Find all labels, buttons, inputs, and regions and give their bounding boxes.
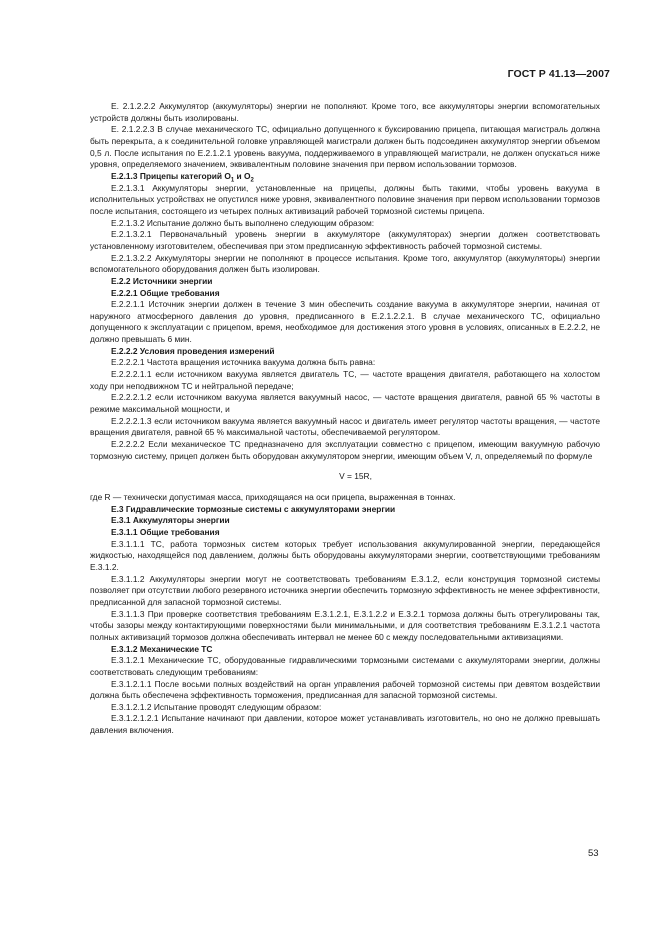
document-body (90, 101, 600, 737)
paragraph: Е. 2.1.2.2.2 Аккумулятор (аккумуляторы) энергии не пополняют. Кроме того, все аккумуляторы энергии вспомогательных устройств должны быть изолированы. (90, 101, 600, 123)
paragraph: Е.2.2.2.2 Если механическое ТС предназначено для эксплуатации совместно с прицепом, имеющим вакуумную рабочую тормозную систему, прицеп должен быть оборудован аккумулятором энергии, имеющим объем V, л, определяемый по формуле (90, 439, 600, 461)
paragraph: Е.3.1.2.1.2 Испытание проводят следующим образом: (111, 701, 322, 712)
paragraph: Е.2.2.1.1 Источник энергии должен в течение 3 мин обеспечить создание вакуума в аккумуляторе энергии, начиная от наружного атмосферного давления до уровня, предписанного в Е.2.1.2.2.1. В случае механического ТС, официально допущенного к эксплуатации с прицепом, время, необходимое для достижения этого уровня в условиях, описанных в Е.2.2.2, не должно превышать 6 мин. (90, 299, 600, 345)
paragraph: Е.2.2.2.1.2 если источником вакуума является вакуумный насос, — частоте вращения двигателя, равной 65 % частоты в режиме максимальной мощности, и (90, 392, 600, 415)
section-heading: Е.2.1.3 Прицепы категорий $O_1$ и $O_2$ (111, 170, 254, 184)
paragraph: Е.3.1.2.1.2.1 Испытание начинают при давлении, которое может устанавливать изготовитель, но оно не должно превышать давления включения. (90, 713, 600, 736)
paragraph: Е.2.1.3.2 Испытание должно быть выполнено следующим образом: (111, 217, 375, 228)
paragraph: Е.3.1.2.1 Механические ТС, оборудованные гидравлическими тормозными системами с аккумуляторами энергии, должны соответствовать следующим требованиям: (90, 655, 600, 677)
paragraph: Е.2.1.3.2.1 Первоначальный уровень энергии в аккумуляторе (аккумуляторах) энергии должен соответствовать установленному изготовителем, обеспечивая при этом предписанную эффективность рабочей тормозной системы. (90, 229, 600, 251)
document-header: ГОСТ Р 41.13—2007 (507, 68, 610, 80)
section-heading: Е.2.2 Источники энергии (111, 275, 213, 286)
section-heading: Е.3.1.1 Общие требования (111, 526, 220, 537)
section-heading: Е.3 Гидравлические тормозные системы с аккумуляторами энергии (111, 503, 396, 514)
paragraph: Е.3.1.1.3 При проверке соответствия требованиям Е.3.1.2.1, Е.3.1.2.2 и Е.3.2.1 тормоза должны быть отрегулированы так, чтобы зазоры между контактирующими поверхностями были минимальными, и для соответствия требованиям Е.3.1.2.1 частота полных активизаций тормозов должна обеспечивать интервал не менее 60 с между последовательными активизациями. (90, 608, 600, 642)
paragraph: Е.3.1.1.2 Аккумуляторы энергии могут не соответствовать требованиям Е.3.1.2, если конструкция тормозной системы позволяет при отсутствии любого резервного источника энергии обеспечить тормозную эффективность не менее эффективности, предписанной для запасной тормозной системы. (90, 573, 601, 607)
paragraph: где R — технически допустимая масса, приходящаяся на оси прицепа, выраженная в тоннах. (90, 492, 456, 502)
section-heading: Е.3.1.2 Механические ТС (111, 643, 213, 654)
paragraph: Е.3.1.2.1.1 После восьми полных воздействий на орган управления рабочей тормозной системы при девятом воздействии должна быть обеспечена эффективность торможения, предписанная для запасной тормозной системы. (90, 678, 600, 701)
paragraph: Е.2.2.2.1.3 если источником вакуума является вакуумный насос и двигатель имеет регулятор частоты вращения, — частоте вращения двигателя, равной 65 % максимальной частоты, обеспечиваемой регулятором. (90, 415, 600, 438)
paragraph: Е.2.1.3.2.2 Аккумуляторы энергии не пополняют в процессе испытания. Кроме того, аккумулятор (аккумуляторы) энергии вспомогательного оборудования должен быть изолирован. (90, 252, 600, 275)
paragraph: Е.2.2.2.1 Частота вращения источника вакуума должна быть равна: (111, 357, 376, 368)
page-number: 53 (588, 848, 599, 859)
section-heading: Е.2.2.1 Общие требования (111, 287, 220, 298)
section-heading: Е.2.2.2 Условия проведения измерений (111, 345, 275, 356)
paragraph: Е. 2.1.2.2.3 В случае механического ТС, официально допущенного к буксированию прицепа, питающая магистраль должна быть перекрыта, а к соединительной головке управляющей магистрали должен быть подсоединен аккумулятор энергии объемом 0,5 л. После испытания по Е.2.1.2.1 уровень вакуума, поддерживаемого в управляющей магистрали, не должен опускаться ниже уровня, определяемого значением, эквивалентным половине значения при первом использовании тормозов. (90, 124, 600, 170)
paragraph: Е.3.1.1.1 ТС, работа тормозных систем которых требует использования аккумулированной энергии, передающейся жидкостью, находящейся под давлением, должны быть оборудованы аккумуляторами энергии, соответствующими требованиям Е.3.1.2. (90, 538, 600, 572)
paragraph: Е.2.1.3.1 Аккумуляторы энергии, установленные на прицепы, должны быть такими, чтобы уровень вакуума в исполнительных устройствах не опустился ниже уровня, эквивалентного половине значения при первом использовании тормозов после испытания, состоящего из четырех полных активизаций рабочей тормозной системы прицепа. (90, 182, 600, 216)
section-heading: Е.3.1 Аккумуляторы энергии (111, 515, 230, 526)
formula: V = 15R, (339, 471, 372, 482)
paragraph: Е.2.2.2.1.1 если источником вакуума является двигатель ТС, — частоте вращения двигателя, работающего на холостом ходу при неподвижном ТС и нейтральной передаче; (90, 369, 600, 391)
